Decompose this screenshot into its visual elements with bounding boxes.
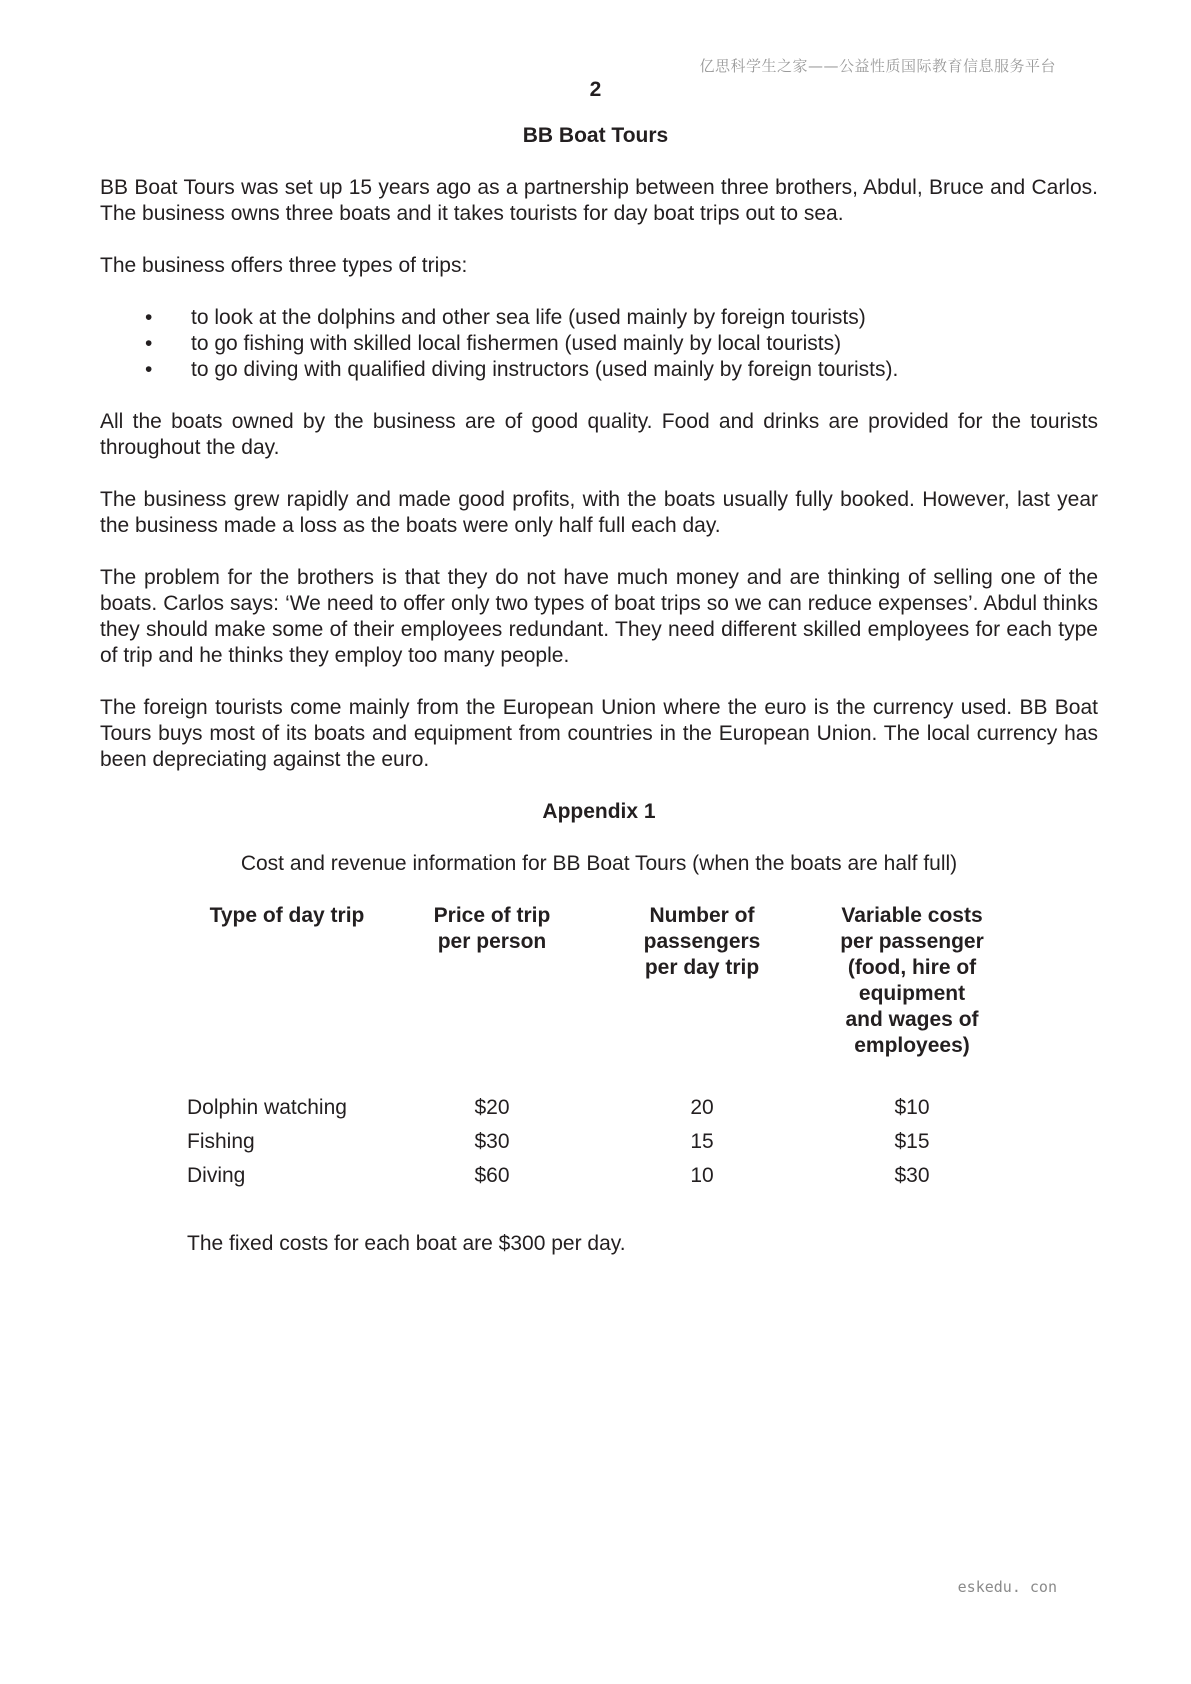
appendix-caption: Cost and revenue information for BB Boat Tours (when the boats are half full) bbox=[240, 852, 958, 875]
table-header-row bbox=[187, 903, 1017, 1059]
list-item-text: to go fishing with skilled local fishermen (used mainly by local tourists) bbox=[191, 332, 842, 355]
header-price: Price of trip per person bbox=[433, 904, 551, 953]
bullet-icon: • bbox=[145, 306, 153, 329]
cell-trip-type: Fishing bbox=[187, 1130, 255, 1153]
bullet-icon: • bbox=[145, 358, 153, 381]
cell-price: $20 bbox=[474, 1096, 510, 1119]
header-passengers: Number of passengers per day trip bbox=[643, 904, 761, 979]
table-spacer bbox=[187, 1059, 1017, 1091]
paragraph-growth-loss: The business grew rapidly and made good profits, with the boats usually fully booked. However, last year the business made a loss as the boats were only half full each day. bbox=[100, 488, 1098, 537]
paragraph-currency: The foreign tourists come mainly from the European Union where the euro is the currency used. BB Boat Tours buys most of its boats and equipment from countries in the European Union. The local currency has been depreciating against the euro. bbox=[100, 696, 1098, 771]
list-item bbox=[100, 357, 1098, 383]
trip-type-list bbox=[100, 305, 1098, 383]
paragraph-boats-quality: All the boats owned by the business are of good quality. Food and drinks are provided for the tourists throughout the day. bbox=[100, 410, 1098, 459]
cell-variable-cost: $15 bbox=[894, 1130, 930, 1153]
bullet-icon: • bbox=[145, 332, 153, 355]
cell-variable-cost: $10 bbox=[894, 1096, 930, 1119]
table-row bbox=[187, 1125, 1017, 1159]
header-variable-costs: Variable costs per passenger (food, hire of equipment and wages of employees) bbox=[840, 904, 984, 1057]
paragraph-intro: BB Boat Tours was set up 15 years ago as a partnership between three brothers, Abdul, Bruce and Carlos. The business owns three boats and it takes tourists for day boat trips out to sea. bbox=[100, 176, 1098, 225]
table-row bbox=[187, 1091, 1017, 1125]
case-study-body bbox=[100, 175, 1098, 1257]
list-item bbox=[100, 305, 1098, 331]
watermark-bottom: eskedu. con bbox=[957, 1578, 1057, 1596]
cell-passengers: 20 bbox=[690, 1096, 714, 1119]
header-type-of-trip: Type of day trip bbox=[209, 904, 365, 927]
watermark-top: 亿思科学生之家——公益性质国际教育信息服务平台 bbox=[699, 57, 1056, 75]
cell-variable-cost: $30 bbox=[894, 1164, 930, 1187]
cell-passengers: 10 bbox=[690, 1164, 714, 1187]
cost-revenue-table bbox=[187, 903, 1017, 1193]
appendix-title: Appendix 1 bbox=[542, 800, 656, 823]
case-study-title: BB Boat Tours bbox=[522, 124, 669, 147]
cell-trip-type: Diving bbox=[187, 1164, 246, 1187]
paragraph-trip-types: The business offers three types of trips: bbox=[100, 254, 468, 277]
fixed-costs-note: The fixed costs for each boat are $300 per day. bbox=[187, 1232, 626, 1255]
list-item-text: to look at the dolphins and other sea life (used mainly by foreign tourists) bbox=[191, 306, 866, 329]
cell-price: $30 bbox=[474, 1130, 510, 1153]
table-row bbox=[187, 1159, 1017, 1193]
cell-price: $60 bbox=[474, 1164, 510, 1187]
cell-passengers: 15 bbox=[690, 1130, 714, 1153]
list-item-text: to go diving with qualified diving instructors (used mainly by foreign tourists). bbox=[191, 358, 899, 381]
page-number: 2 bbox=[589, 78, 602, 101]
paragraph-brothers-problem: The problem for the brothers is that they do not have much money and are thinking of selling one of the boats. Carlos says: ‘We need to offer only two types of boat trips so we can reduce expenses’. Abdul thinks they should make some of their employees redundant. They need different skilled employees for each type of trip and he thinks they employ too many people. bbox=[100, 566, 1098, 667]
cell-trip-type: Dolphin watching bbox=[187, 1096, 347, 1119]
list-item bbox=[100, 331, 1098, 357]
